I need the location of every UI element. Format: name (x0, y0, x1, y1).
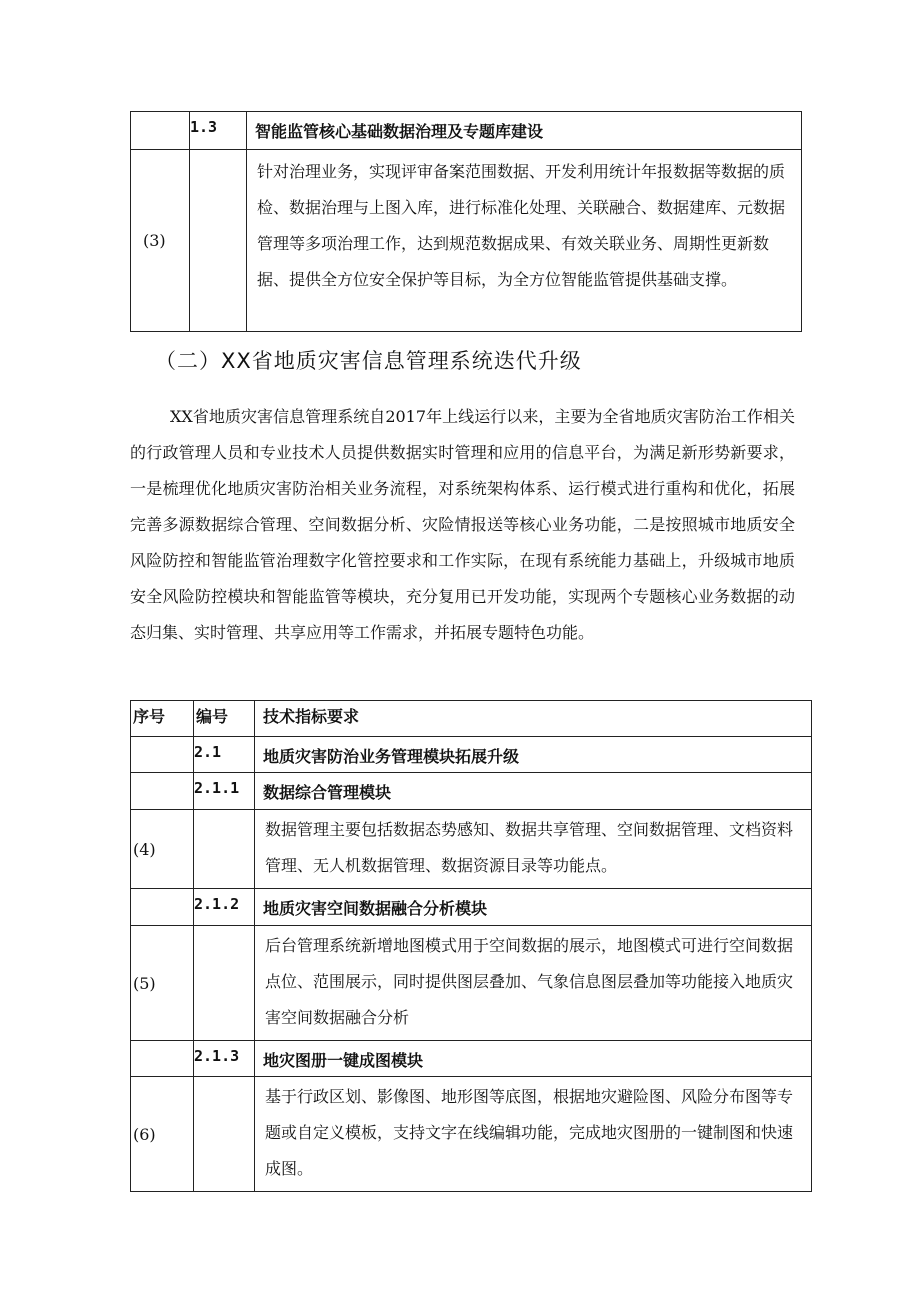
item-title: 地质灾害防治业务管理模块拓展升级 (255, 737, 812, 773)
item-number: 2.1.1 (194, 773, 255, 810)
item-number: 2.1.3 (194, 1041, 255, 1077)
section-paragraph: XX省地质灾害信息管理系统自2017年上线运行以来，主要为全省地质灾害防治工作相关的行政管理人员和专业技术人员提供数据实时管理和应用的信息平台，为满足新形势新要求，一是梳理优化地质灾害防治相关业务流程，对系统架构体系、运行模式进行重构和优化，拓展完善多源数据综合管理、空间数据分析、灾险情报送等核心业务功能，二是按照城市地质安全风险防控和智能监管治理数字化管控要求和工作实际，在现有系统能力基础上，升级城市地质安全风险防控模块和智能监管等模块，充分复用已开发功能，实现两个专题核心业务数据的动态归集、实时管理、共享应用等工作需求，并拓展专题特色功能。 (130, 407, 795, 642)
number-cell (194, 926, 255, 1041)
item-number: 2.1.2 (194, 889, 255, 926)
item-description: 针对治理业务，实现评审备案范围数据、开发利用统计年报数据等数据的质检、数据治理与上图入库，进行标准化处理、关联融合、数据建库、元数据管理等多项治理工作，达到规范数据成果、有效关联业务、周期性更新数据、提供全方位安全保护等目标，为全方位智能监管提供基础支撑。 (247, 150, 802, 332)
number-cell (194, 810, 255, 889)
seq-cell (131, 889, 194, 926)
number-cell (190, 150, 247, 332)
section-title: （二）XX省地质灾害信息管理系统迭代升级 (155, 349, 582, 373)
item-title: 地灾图册一键成图模块 (255, 1041, 812, 1077)
item-description: 基于行政区划、影像图、地形图等底图，根据地灾避险图、风险分布图等专题或自定义模板，支持文字在线编辑功能，完成地灾图册的一键制图和快速成图。 (255, 1077, 812, 1192)
seq-cell: (6) (131, 1077, 194, 1192)
table-row (131, 810, 812, 889)
item-title: 数据综合管理模块 (255, 773, 812, 810)
table-row (131, 889, 812, 926)
header-seq: 序号 (131, 701, 194, 737)
item-title: 地质灾害空间数据融合分析模块 (255, 889, 812, 926)
table-row (131, 1077, 812, 1192)
item-description: 数据管理主要包括数据态势感知、数据共享管理、空间数据管理、文档资料管理、无人机数据管理、数据资源目录等功能点。 (255, 810, 812, 889)
seq-cell (131, 773, 194, 810)
header-number: 编号 (194, 701, 255, 737)
item-number: 2.1 (194, 737, 255, 773)
seq-cell (131, 112, 190, 150)
table-row (131, 150, 802, 332)
seq-cell: (4) (131, 810, 194, 889)
header-requirement: 技术指标要求 (255, 701, 812, 737)
table-row (131, 926, 812, 1041)
item-description: 后台管理系统新增地图模式用于空间数据的展示，地图模式可进行空间数据点位、范围展示，同时提供图层叠加、气象信息图层叠加等功能接入地质灾害空间数据融合分析 (255, 926, 812, 1041)
table-row (131, 737, 812, 773)
seq-cell: (5) (131, 926, 194, 1041)
table-header-row (131, 701, 812, 737)
seq-cell (131, 737, 194, 773)
table-top (130, 111, 802, 332)
number-cell (194, 1077, 255, 1192)
seq-cell (131, 1041, 194, 1077)
item-title: 智能监管核心基础数据治理及专题库建设 (247, 112, 802, 150)
table-row (131, 773, 812, 810)
table-requirements (130, 700, 812, 1192)
table-row (131, 1041, 812, 1077)
seq-cell: (3) (131, 150, 190, 332)
item-number: 1.3 (190, 112, 247, 150)
table-row (131, 112, 802, 150)
